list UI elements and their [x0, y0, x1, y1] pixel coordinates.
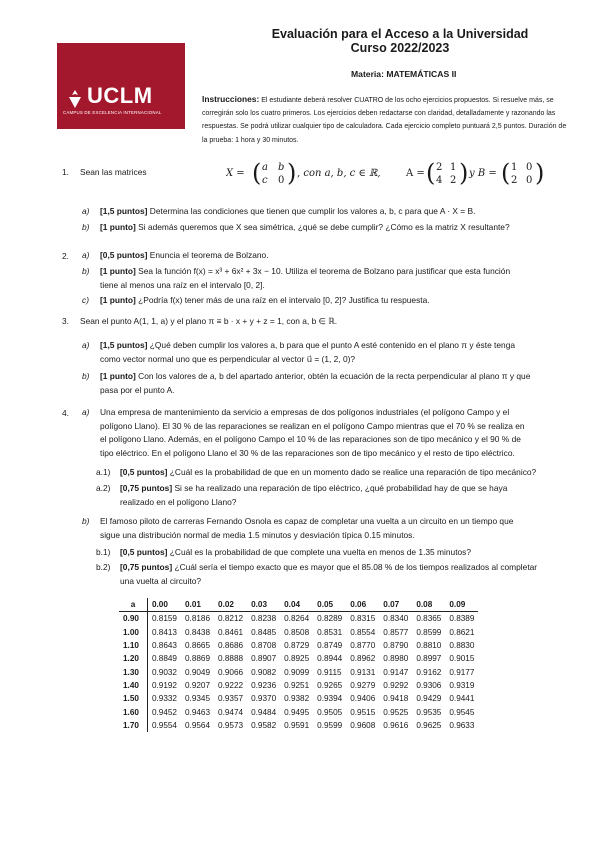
table-cell: 0.9633 — [449, 720, 475, 730]
table-cell: 0.8869 — [184, 654, 211, 664]
instructions-label: Instrucciones: — [202, 94, 260, 104]
q2b-label: b) — [82, 266, 90, 276]
q1b-points: [1 punto] — [100, 222, 136, 232]
svg-text:A =: A = — [406, 168, 425, 179]
table-cell: 0.8289 — [317, 614, 343, 624]
table-cell: 0.9292 — [383, 680, 409, 690]
q2b-points: [1 punto] — [100, 266, 136, 276]
row-header: 1.40 — [119, 679, 147, 692]
table-cell: 0.9147 — [383, 667, 409, 677]
table-cell: 0.9332 — [151, 694, 177, 704]
svg-text:2: 2 — [450, 175, 457, 186]
q4b2-points: [0,75 puntos] — [120, 562, 173, 572]
table-cell: 0.9573 — [218, 720, 244, 730]
q1a-points: [1,5 puntos] — [100, 206, 148, 216]
table-cell: 0.9162 — [416, 667, 442, 677]
q4a-line: Una empresa de mantenimiento da servicio a empresas de dos polígonos industriales (el polígono Campo y el — [100, 407, 510, 417]
svg-text:(: ( — [252, 159, 262, 187]
svg-text:(: ( — [426, 159, 436, 187]
q4b1 — [96, 546, 570, 560]
svg-text:2: 2 — [511, 175, 518, 186]
table-cell: 0.9441 — [449, 694, 475, 704]
table-cell: 0.9115 — [317, 667, 342, 677]
table-row — [119, 692, 478, 705]
q4-number: 4. — [62, 408, 69, 418]
table-cell: 0.9406 — [350, 694, 376, 704]
table-cell: 0.8729 — [284, 641, 310, 651]
column-header: 0.03 — [247, 598, 280, 612]
q4a2-text-line2: realizado en el polígono Llano? — [120, 496, 237, 507]
row-header: 1.00 — [119, 626, 147, 639]
table-cell: 0.9345 — [184, 694, 211, 704]
svg-text:0: 0 — [526, 175, 533, 186]
row-header: 1.20 — [119, 652, 147, 665]
column-header: 0.06 — [346, 598, 379, 612]
table-cell: 0.8749 — [317, 641, 343, 651]
table-cell: 0.9049 — [184, 667, 211, 677]
q2c — [82, 294, 430, 308]
table-cell: 0.9357 — [218, 694, 244, 704]
table-cell: 0.8577 — [383, 627, 409, 637]
q3a-text-line1: ¿Qué deben cumplir los valores a, b para que el punto A esté contenido en el plano π y éste tenga — [149, 340, 516, 350]
exam-subject: Materia: MATEMÁTICAS II — [351, 69, 457, 79]
table-cell: 0.8790 — [383, 641, 409, 651]
table-cell: 0.9495 — [284, 707, 310, 717]
q3-intro: Sean el punto A(1, 1, a) y el plano π ≡ b · x + y + z = 1, con a, b ∈ ℝ. — [80, 316, 338, 326]
column-header: 0.09 — [445, 598, 478, 612]
table-cell: 0.8365 — [416, 614, 442, 624]
q1-number: 1. — [62, 167, 69, 177]
table-cell: 0.9616 — [383, 720, 409, 730]
q4b2-label: b.2) — [96, 562, 111, 572]
q2b — [82, 265, 570, 292]
svg-text:c: c — [262, 175, 268, 186]
table-cell: 0.8665 — [184, 641, 211, 651]
row-header: 1.60 — [119, 705, 147, 718]
table-cell: 0.8907 — [251, 654, 277, 664]
q4a2 — [96, 482, 570, 509]
table-cell: 0.8925 — [284, 654, 310, 664]
row-header: 1.50 — [119, 692, 147, 705]
q3b-label: b) — [82, 371, 90, 381]
table-cell: 0.8340 — [383, 614, 409, 624]
q2a-points: [0,5 puntos] — [100, 250, 148, 260]
table-header-row — [119, 598, 478, 612]
table-cell: 0.9082 — [251, 667, 277, 677]
q1-intro: Sean las matrices — [80, 167, 147, 177]
table-cell: 0.8621 — [449, 627, 475, 637]
table-cell: 0.9429 — [416, 694, 442, 704]
table-row — [119, 652, 478, 665]
q4a-label: a) — [82, 407, 90, 417]
table-cell: 0.8810 — [416, 641, 442, 651]
table-cell: 0.9306 — [416, 680, 442, 690]
svg-text:, con a, b, c ∈ ℝ,: , con a, b, c ∈ ℝ, — [297, 168, 381, 179]
column-header: 0.05 — [313, 598, 346, 612]
q4a1-label: a.1) — [96, 467, 111, 477]
table-cell: 0.8315 — [350, 614, 376, 624]
table-cell: 0.8438 — [184, 627, 211, 637]
q2-number: 2. — [62, 251, 69, 261]
table-cell: 0.9418 — [383, 694, 409, 704]
instructions-block — [202, 93, 570, 147]
q2c-label: c) — [82, 295, 89, 305]
svg-text:4: 4 — [436, 175, 443, 186]
table-cell: 0.9608 — [350, 720, 376, 730]
table-cell: 0.9177 — [449, 667, 475, 677]
q3b-text-line1: Con los valores de a, b del apartado anterior, obtén la ecuación de la recta perpendicular al plano π y que — [138, 371, 531, 381]
column-header: 0.07 — [379, 598, 412, 612]
q1b — [82, 221, 510, 235]
q4a1-points: [0,5 puntos] — [120, 467, 168, 477]
table-cell: 0.8888 — [218, 654, 244, 664]
table-cell: 0.9525 — [383, 707, 409, 717]
q4b1-points: [0,5 puntos] — [120, 547, 168, 557]
q1a-text: Determina las condiciones que tienen que cumplir los valores a, b, c para que A · X = B. — [149, 206, 476, 216]
q4a-line: tipo eléctrico. En el polígono Llano el 30 % de las reparaciones son de tipo mecánico y el resto de tipo eléctrico. — [100, 447, 515, 458]
svg-text:0: 0 — [278, 175, 285, 186]
table-cell: 0.9591 — [284, 720, 310, 730]
table-cell: 0.9032 — [151, 667, 177, 677]
q3-number: 3. — [62, 316, 69, 326]
table-cell: 0.9452 — [151, 707, 177, 717]
q3a-points: [1,5 puntos] — [100, 340, 148, 350]
q1a-label: a) — [82, 206, 90, 216]
table-cell: 0.9463 — [184, 707, 211, 717]
svg-text:): ) — [287, 159, 297, 187]
column-header: 0.01 — [181, 598, 214, 612]
svg-text:0: 0 — [526, 162, 533, 173]
table-row — [119, 719, 478, 732]
table-cell: 0.9554 — [151, 720, 177, 730]
q4b2-text-line1: ¿Cuál sería el tiempo exacto que es mayor que el 85.08 % de los tiempos realizados al completar — [174, 562, 538, 572]
q4b — [82, 515, 570, 542]
svg-text:(: ( — [501, 159, 511, 187]
q2a-label: a) — [82, 250, 90, 260]
logo-tagline: CAMPUS DE EXCELENCIA INTERNACIONAL — [63, 110, 162, 115]
column-header: 0.08 — [412, 598, 445, 612]
table-corner-header: a — [119, 598, 147, 612]
q4b-label: b) — [82, 516, 90, 526]
svg-text:a: a — [262, 162, 268, 173]
table-cell: 0.8389 — [449, 614, 475, 624]
q4b2-text-line2: una vuelta al circuito? — [120, 575, 202, 586]
table-cell: 0.8849 — [151, 654, 177, 664]
table-cell: 0.9370 — [251, 694, 277, 704]
table-cell: 0.8770 — [350, 641, 376, 651]
q2a — [82, 249, 269, 263]
q4b1-text: ¿Cuál es la probabilidad de que complete una vuelta en menos de 1.35 minutos? — [169, 547, 472, 557]
q2a-text: Enuncia el teorema de Bolzano. — [149, 250, 269, 260]
table-cell: 0.9599 — [317, 720, 343, 730]
table-cell: 0.9535 — [416, 707, 442, 717]
table-cell: 0.9484 — [251, 707, 277, 717]
logo-emblem-icon — [67, 89, 83, 109]
table-cell: 0.9505 — [317, 707, 343, 717]
table-cell: 0.8159 — [151, 614, 177, 624]
svg-text:): ) — [535, 159, 545, 187]
table-cell: 0.8997 — [416, 654, 442, 664]
q3b-text-line2: pasa por el punto A. — [100, 384, 175, 395]
table-cell: 0.8264 — [284, 614, 310, 624]
table-cell: 0.8461 — [218, 627, 244, 637]
table-cell: 0.9394 — [317, 694, 343, 704]
q4b1-label: b.1) — [96, 547, 111, 557]
table-cell: 0.9251 — [284, 680, 310, 690]
q3a-label: a) — [82, 340, 90, 350]
table-row — [119, 665, 478, 678]
table-cell: 0.9515 — [350, 707, 376, 717]
column-header: 0.00 — [147, 598, 181, 612]
table-cell: 0.9015 — [449, 654, 475, 664]
q4b-line: sigue una distribución normal de media 1.5 minutos y desviación típica 0.15 minutos. — [100, 529, 415, 540]
table-cell: 0.9545 — [449, 707, 475, 717]
q4a-line: polígono Llano). El 30 % de las reparaciones se realizan en el polígono Campo mientras que el 70 % se realiza en — [100, 420, 525, 431]
svg-text:): ) — [459, 159, 469, 187]
q3a-text-line2: como vector normal uno que es perpendicular al vector u⃗ = (1, 2, 0)? — [100, 353, 356, 364]
table-cell: 0.9131 — [350, 667, 376, 677]
uclm-logo — [57, 43, 185, 129]
table-cell: 0.8962 — [350, 654, 376, 664]
table-cell: 0.8599 — [416, 627, 442, 637]
table-cell: 0.9319 — [449, 680, 475, 690]
row-header: 0.90 — [119, 612, 147, 626]
table-cell: 0.9265 — [317, 680, 343, 690]
svg-text:X =: X = — [226, 168, 245, 179]
q3b-points: [1 punto] — [100, 371, 136, 381]
table-row — [119, 639, 478, 652]
table-cell: 0.9474 — [218, 707, 244, 717]
row-header: 1.10 — [119, 639, 147, 652]
q4b2 — [96, 561, 570, 588]
svg-text:2: 2 — [436, 162, 443, 173]
table-cell: 0.9222 — [218, 680, 244, 690]
q4a — [82, 406, 570, 460]
table-cell: 0.8531 — [317, 627, 343, 637]
svg-text:1: 1 — [511, 162, 518, 173]
table-row — [119, 626, 478, 639]
table-cell: 0.8212 — [218, 614, 244, 624]
table-cell: 0.9207 — [184, 680, 211, 690]
q4a2-points: [0,75 puntos] — [120, 483, 173, 493]
table-row — [119, 612, 478, 626]
table-cell: 0.9099 — [284, 667, 310, 677]
q1b-text: Si además queremos que X sea simétrica, ¿qué se debe cumplir? ¿Cómo es la matriz X resultante? — [138, 222, 510, 232]
q3a — [82, 339, 570, 366]
q4a2-text-line1: Si se ha realizado una reparación de tipo eléctrico, ¿qué probabilidad hay de que se haya — [174, 483, 508, 493]
q2c-text: ¿Podría f(x) tener más de una raíz en el intervalo [0, 2]? Justifica tu respuesta. — [138, 295, 430, 305]
instructions-text: El estudiante deberá resolver CUATRO de los ocho ejercicios propuestos. Si resuelve más, se corregirán solo los cuatro primeros. Los ejercicios deben redactarse con claridad, detalladamente y razonando las respuestas. Se podrá utilizar cualquier tipo de calculadora. Cada ejercicio completo puntuará 2,5 puntos. Duración de la prueba: 1 hora y 30 minutos. — [202, 97, 567, 144]
table-cell: 0.8830 — [449, 641, 475, 651]
row-header: 1.70 — [119, 719, 147, 732]
q3b — [82, 370, 570, 397]
q4b-line: El famoso piloto de carreras Fernando Osnola es capaz de completar una vuelta a un circuito en un tiempo que — [100, 516, 514, 526]
table-cell: 0.8413 — [151, 627, 177, 637]
q2b-text-line1: Sea la función f(x) = x³ + 6x² + 3x − 10. Utiliza el teorema de Bolzano para justificar que esta función — [138, 266, 511, 276]
table-cell: 0.8643 — [151, 641, 177, 651]
q4a1-text: ¿Cuál es la probabilidad de que en un momento dado se realice una reparación de tipo mecánico? — [169, 467, 537, 477]
exam-title: Evaluación para el Acceso a la Universidad — [271, 27, 529, 41]
table-row — [119, 705, 478, 718]
table-cell: 0.9066 — [218, 667, 244, 677]
q4a2-label: a.2) — [96, 483, 111, 493]
table-cell: 0.9564 — [184, 720, 211, 730]
svg-text:1: 1 — [450, 162, 457, 173]
table-cell: 0.9279 — [350, 680, 376, 690]
table-cell: 0.8708 — [251, 641, 277, 651]
column-header: 0.04 — [280, 598, 313, 612]
q2c-points: [1 punto] — [100, 295, 136, 305]
exam-year: Curso 2022/2023 — [350, 41, 450, 55]
q4a1 — [96, 466, 570, 480]
table-cell: 0.9192 — [151, 680, 177, 690]
table-cell: 0.9236 — [251, 680, 277, 690]
table-cell: 0.8238 — [251, 614, 277, 624]
table-cell: 0.8485 — [251, 627, 277, 637]
normal-distribution-table — [119, 598, 478, 732]
svg-text:b: b — [278, 162, 285, 173]
table-cell: 0.8554 — [350, 627, 376, 637]
table-cell: 0.8186 — [184, 614, 211, 624]
row-header: 1.30 — [119, 665, 147, 678]
table-cell: 0.9625 — [416, 720, 442, 730]
q1b-label: b) — [82, 222, 90, 232]
table-cell: 0.8686 — [218, 641, 244, 651]
table-row — [119, 679, 478, 692]
table-cell: 0.8944 — [317, 654, 343, 664]
svg-text:y B =: y B = — [469, 168, 497, 179]
table-cell: 0.8508 — [284, 627, 310, 637]
q2b-text-line2: tiene al menos una raíz en el intervalo [0, 2]. — [100, 279, 265, 290]
logo-word: UCLM — [87, 83, 153, 108]
table-cell: 0.9382 — [284, 694, 310, 704]
q4a-line: el polígono Llano. Además, en el polígono Campo el 10 % de las reparaciones son de tipo mecánico y el 90 % de — [100, 434, 521, 444]
column-header: 0.02 — [214, 598, 247, 612]
table-cell: 0.9582 — [251, 720, 277, 730]
table-cell: 0.8980 — [383, 654, 409, 664]
q1-matrices — [226, 159, 556, 192]
q1a — [82, 205, 476, 219]
